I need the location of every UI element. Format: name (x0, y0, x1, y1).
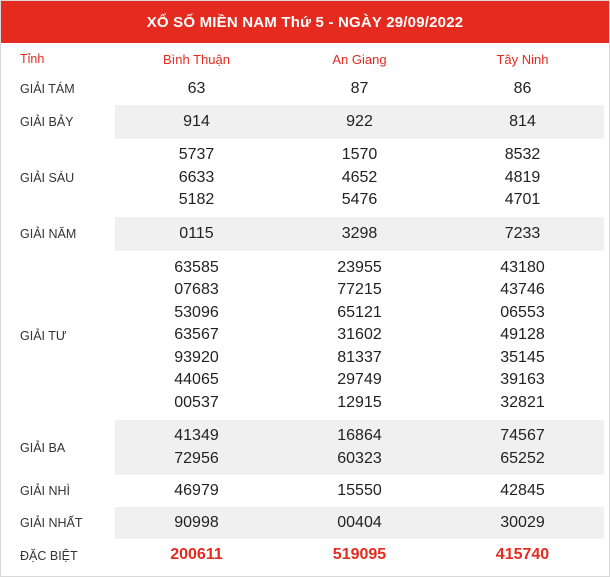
prize-cell (441, 73, 604, 105)
prize-number: 23955 (337, 258, 382, 276)
prize-cell (278, 420, 441, 475)
prize-number: 5476 (341, 191, 378, 209)
prize-cell (278, 475, 441, 507)
province-name[interactable]: Tây Ninh (496, 51, 549, 67)
prize-number: 74567 (500, 427, 545, 444)
prize-number: 5737 (178, 146, 215, 164)
prize-number: 30029 (500, 513, 545, 531)
prize-number: 72956 (174, 449, 219, 467)
prize-number: 77215 (337, 281, 382, 299)
prize-number: 63 (187, 79, 206, 97)
prize-number: 65252 (500, 449, 545, 467)
prize-row (7, 507, 604, 539)
prize-label: GIẢI NHÌ (20, 484, 71, 498)
prize-number: 29749 (337, 371, 382, 389)
prize-cell (441, 217, 604, 251)
prize-cell (441, 475, 604, 507)
prize-number: 93920 (174, 348, 219, 366)
prize-label: GIẢI BẢY (7, 105, 115, 139)
prize-number: 3298 (341, 224, 378, 242)
prize-number: 42845 (500, 481, 545, 499)
prize-number: 35145 (500, 348, 545, 366)
prize-number: 87 (350, 79, 369, 97)
prize-number: 43746 (500, 281, 545, 299)
prize-number: 16864 (337, 427, 382, 444)
prize-cell (441, 251, 604, 420)
prize-cell (278, 217, 441, 251)
prize-cell (115, 539, 278, 572)
prize-cell (115, 139, 278, 217)
prize-number: 814 (509, 112, 536, 130)
prize-label: GIẢI TÁM (20, 82, 75, 96)
prize-row (7, 251, 604, 420)
prize-number: 415740 (495, 546, 550, 564)
prize-row (7, 539, 604, 572)
prize-number: 7233 (504, 224, 541, 242)
prize-label: GIẢI TƯ (20, 328, 67, 343)
prize-cell (278, 251, 441, 420)
prize-cell (441, 105, 604, 139)
province-header-row (7, 45, 604, 73)
prize-number: 81337 (337, 348, 382, 366)
prize-number: 1570 (341, 146, 378, 164)
prize-cell (115, 507, 278, 539)
prize-number: 6633 (178, 168, 215, 186)
prize-label: GIẢI NĂM (7, 217, 115, 251)
prize-number: 46979 (174, 481, 219, 499)
prize-number: 4819 (504, 168, 541, 186)
prize-number: 15550 (337, 481, 382, 499)
prize-cell (115, 217, 278, 251)
prize-cell (441, 420, 604, 475)
prize-number: 63567 (174, 326, 219, 344)
prize-number: 914 (183, 112, 210, 130)
prize-row (7, 105, 604, 139)
prize-number: 922 (346, 112, 373, 130)
prize-number: 49128 (500, 326, 545, 344)
prize-number: 86 (513, 79, 532, 97)
province-name[interactable]: Bình Thuận (163, 51, 230, 67)
prize-cell (115, 475, 278, 507)
prize-row (7, 73, 604, 105)
prize-cell (441, 507, 604, 539)
prize-row (7, 475, 604, 507)
prize-number: 8532 (504, 146, 541, 164)
prize-number: 0115 (179, 224, 214, 242)
prize-cell (278, 507, 441, 539)
prize-label: GIẢI NHẤT (7, 507, 115, 539)
prize-row (7, 420, 604, 475)
prize-row (7, 139, 604, 217)
prize-label: GIẢI BA (7, 420, 115, 475)
page-title-text: XỔ SỐ MIỀN NAM Thứ 5 - NGÀY 29/09/2022 (146, 13, 464, 31)
prize-cell (278, 139, 441, 217)
prize-number: 44065 (174, 371, 219, 389)
prize-number: 12915 (337, 393, 382, 411)
prize-number: 5182 (178, 191, 215, 209)
prize-number: 31602 (337, 326, 382, 344)
prize-number: 65121 (337, 303, 382, 321)
prize-cell (278, 539, 441, 572)
prize-number: 39163 (500, 371, 545, 389)
prize-cell (115, 73, 278, 105)
province-name[interactable]: An Giang (332, 51, 387, 67)
prize-label: ĐẶC BIỆT (20, 548, 78, 563)
prize-number: 4701 (504, 191, 541, 209)
prize-cell (441, 139, 604, 217)
prize-cell (441, 539, 604, 572)
prize-row (7, 217, 604, 251)
prize-cell (278, 73, 441, 105)
prize-number: 00404 (337, 513, 382, 531)
prize-number: 4652 (341, 168, 378, 186)
prize-label: GIẢI SÁU (20, 171, 75, 185)
page-title (1, 1, 609, 43)
prize-number: 00537 (174, 393, 219, 411)
prize-number: 07683 (174, 281, 219, 299)
prize-cell (115, 420, 278, 475)
province-header-label: Tỉnh (20, 52, 45, 66)
prize-number: 200611 (170, 546, 223, 564)
prize-cell (278, 105, 441, 139)
prize-cell (115, 105, 278, 139)
prize-number: 53096 (174, 303, 219, 321)
prize-number: 63585 (174, 258, 219, 276)
prize-number: 43180 (500, 258, 545, 276)
prize-cell (115, 251, 278, 420)
prize-number: 90998 (174, 513, 219, 531)
prize-number: 41349 (174, 427, 219, 444)
prize-number: 519095 (332, 546, 387, 564)
prize-number: 06553 (500, 303, 545, 321)
results-table (7, 45, 604, 572)
prize-number: 32821 (500, 393, 545, 411)
prize-number: 60323 (337, 449, 382, 467)
